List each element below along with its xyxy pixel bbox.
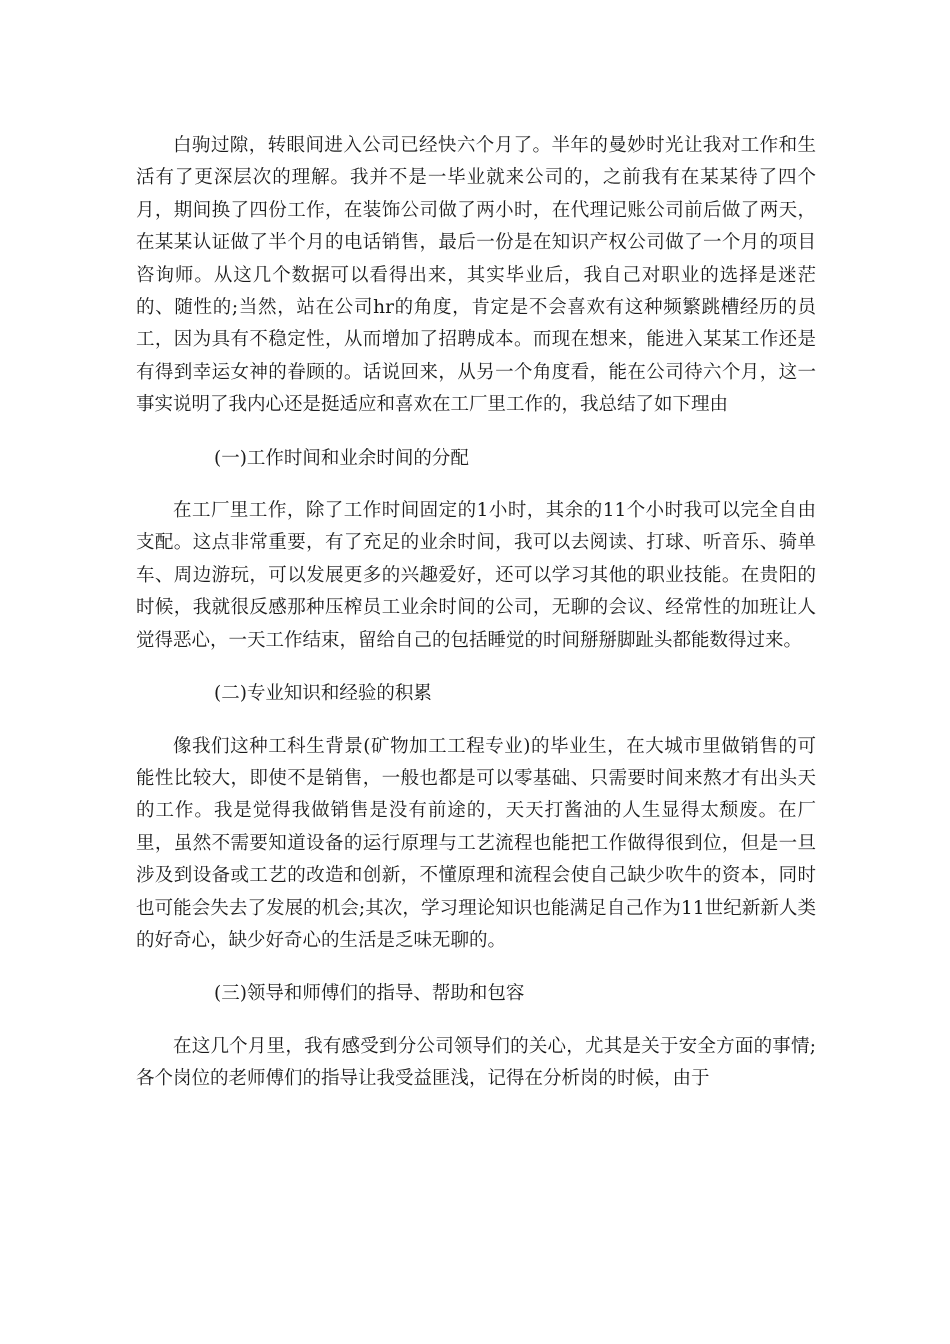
document-body	[136, 130, 816, 1096]
section-3-paragraph: 在这几个月里，我有感受到分公司领导们的关心，尤其是关于安全方面的事情;各个岗位的老师傅们的指导让我受益匪浅，记得在分析岗的时候，由于	[136, 1035, 816, 1090]
section-heading-2: (二)专业知识和经验的积累	[214, 683, 432, 705]
intro-paragraph: 白驹过隙，转眼间进入公司已经快六个月了。半年的曼妙时光让我对工作和生活有了更深层次的理解。我并不是一毕业就来公司的，之前我有在某某待了四个月，期间换了四份工作，在装饰公司做了两小时，在代理记账公司前后做了两天，在某某认证做了半个月的电话销售，最后一份是在知识产权公司做了一个月的项目咨询师。从这几个数据可以看得出来，其实毕业后，我自己对职业的选择是迷茫的、随性的;当然，站在公司hr的角度，肯定是不会喜欢有这种频繁跳槽经历的员工，因为具有不稳定性，从而增加了招聘成本。而现在想来，能进入某某工作还是有得到幸运女神的眷顾的。话说回来，从另一个角度看，能在公司待六个月，这一事实说明了我内心还是挺适应和喜欢在工厂里工作的，我总结了如下理由	[136, 135, 816, 416]
section-2-paragraph: 像我们这种工科生背景(矿物加工工程专业)的毕业生，在大城市里做销售的可能性比较大，即使不是销售，一般也都是可以零基础、只需要时间来熬才有出头天的工作。我是觉得我做销售是没有前途的，天天打酱油的人生显得太颓废。在厂里，虽然不需要知道设备的运行原理与工艺流程也能把工作做得很到位，但是一旦涉及到设备或工艺的改造和创新，不懂原理和流程会使自己缺少吹牛的资本，同时也可能会失去了发展的机会;其次，学习理论知识也能满足自己作为11世纪新新人类的好奇心，缺少好奇心的生活是乏味无聊的。	[136, 735, 816, 951]
section-heading-1: (一)工作时间和业余时间的分配	[214, 447, 469, 469]
section-1-paragraph: 在工厂里工作，除了工作时间固定的1小时，其余的11个小时我可以完全自由支配。这点非常重要，有了充足的业余时间，我可以去阅读、打球、听音乐、骑单车、周边游玩，可以发展更多的兴趣爱好，还可以学习其他的职业技能。在贵阳的时候，我就很反感那种压榨员工业余时间的公司，无聊的会议、经常性的加班让人觉得恶心，一天工作结束，留给自己的包括睡觉的时间掰掰脚趾头都能数得过来。	[136, 500, 816, 651]
section-heading-3: (三)领导和师傅们的指导、帮助和包容	[214, 983, 525, 1005]
